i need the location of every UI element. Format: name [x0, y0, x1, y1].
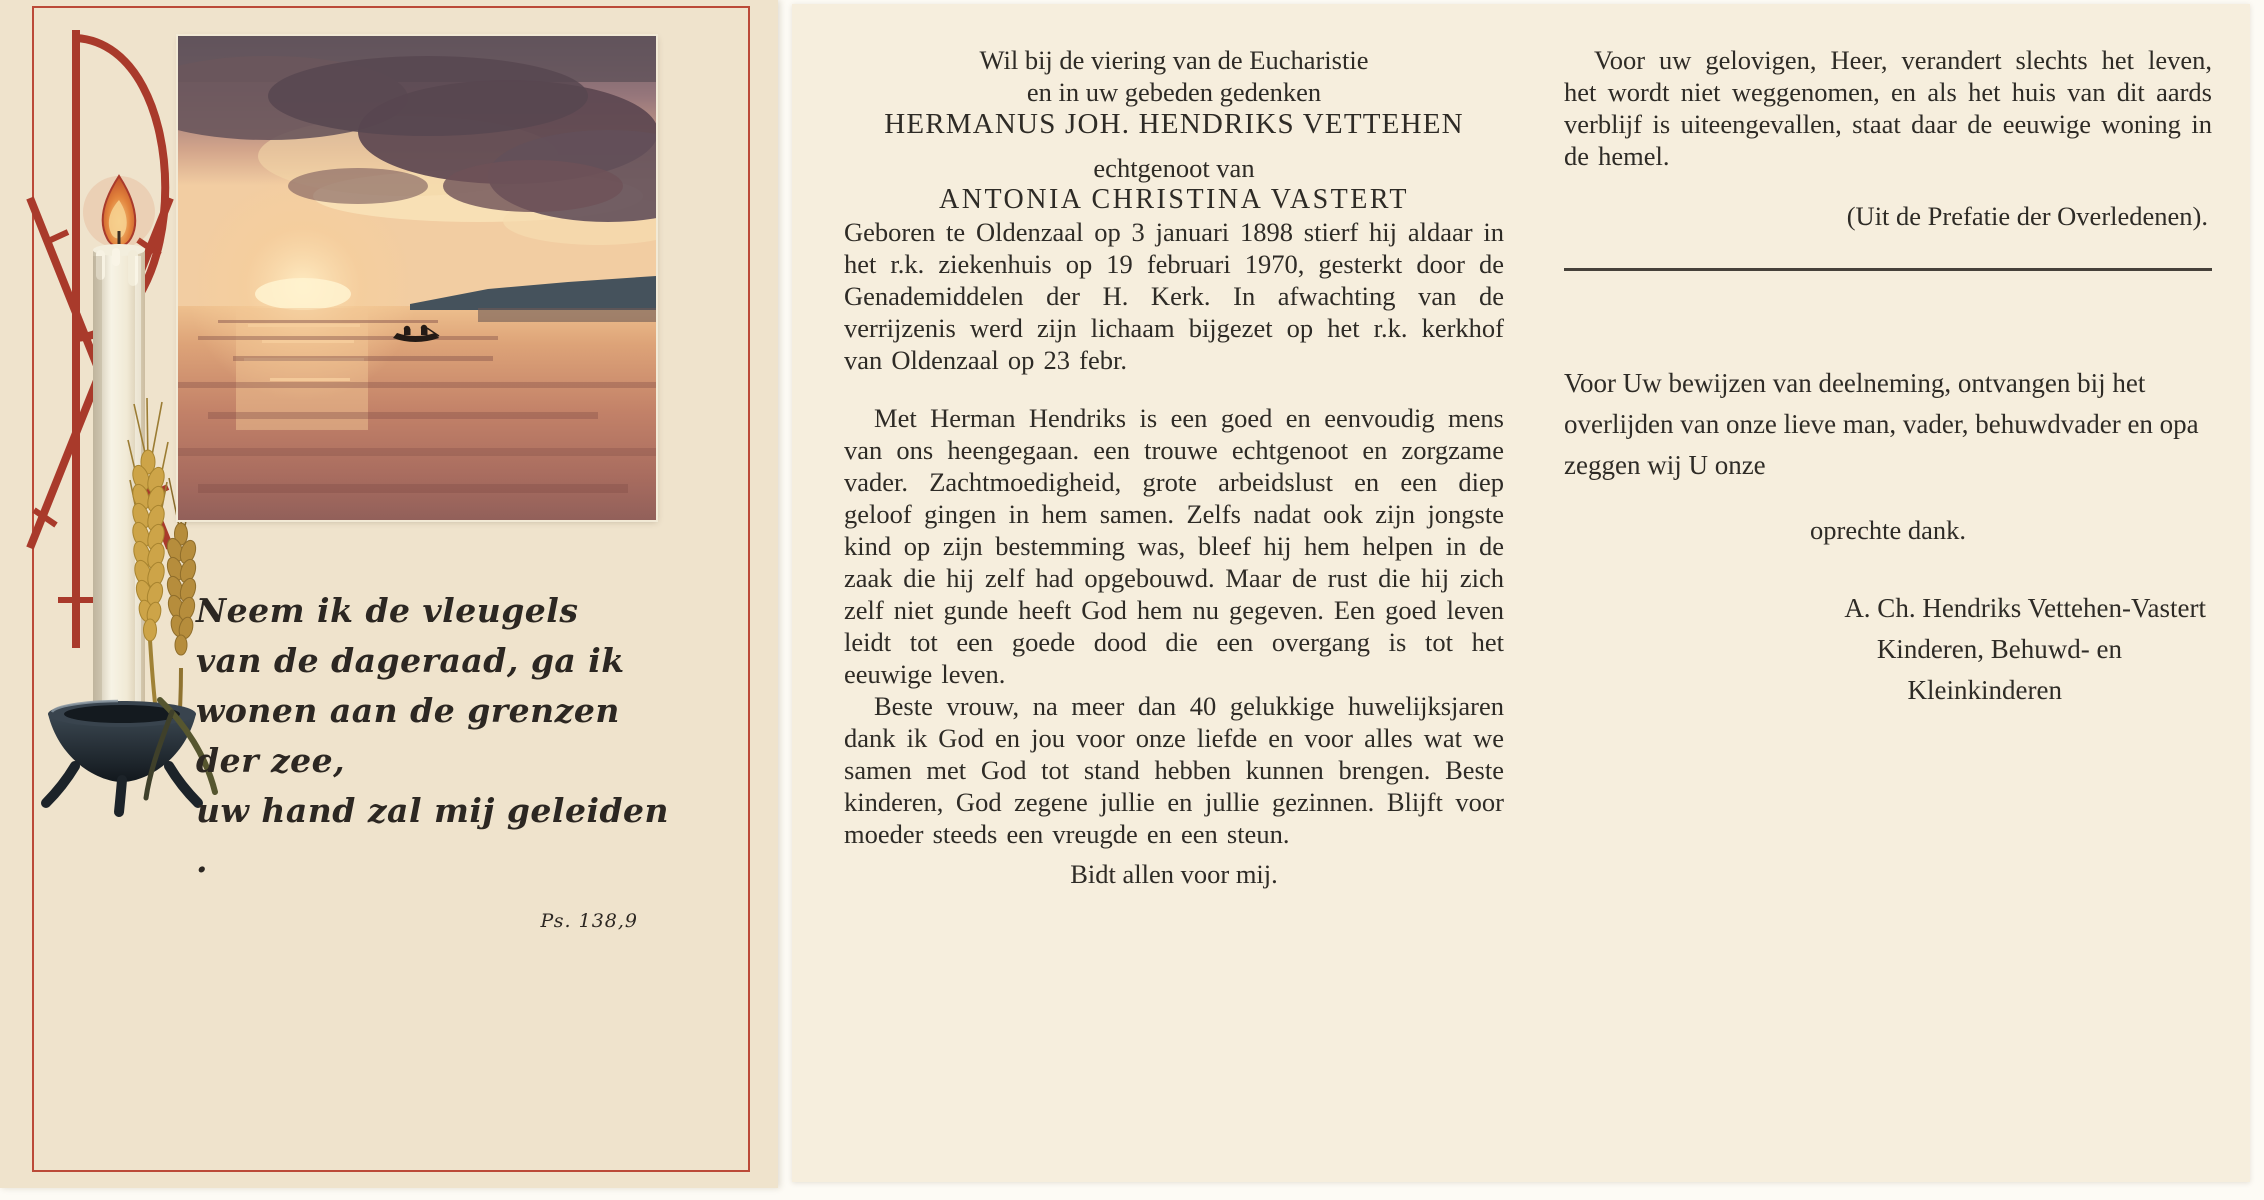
deceased-name: HERMANUS JOH. HENDRIKS VETTEHEN [884, 108, 1464, 140]
intro-line-1: Wil bij de viering van de Eucharistie [979, 45, 1369, 75]
intro-line-2: en in uw gebeden gedenken [1026, 77, 1322, 107]
thanks-closing-line: oprechte dank. [1810, 515, 1966, 545]
acknowledgement-paragraph: Voor Uw bewijzen van deelneming, ontvangen bij het overlijden van onze lieve man, vader, behuwdvader en opa zeggen wij U onze [1564, 368, 2199, 480]
divider-rule [1564, 268, 2212, 271]
signature-line: Kleinkinderen [1907, 675, 2062, 705]
psalm-line: Neem ik de vleugels [196, 591, 579, 630]
psalm-line: van de dageraad, ga ik [196, 641, 625, 680]
signature-line: A. Ch. Hendriks Vettehen-Vastert [1844, 593, 2206, 623]
relation-line: echtgenoot van [1093, 153, 1255, 183]
memorial-text-column [844, 44, 1504, 890]
inner-spread [792, 4, 2250, 1182]
life-tribute-paragraph: Met Herman Hendriks is een goed en eenvoudig mens van ons heengegaan. een trouwe echtgenoot en zorgzame vader. Zachtmoedigheid, grote arbeidslust en een diep geloof gingen in hem samen. Zelfs nadat ook zijn jongste kind op zijn bestemming was, bleef hij hem helpen in de zaak die hij zelf had opgebouwd. Maar de rust die hij zich zelf niet gunde heeft God hem nu gegeven. Een goed leven leidt tot een goede dood die een overgang is tot het eeuwige leven. [844, 403, 1504, 689]
farewell-paragraph: Beste vrouw, na meer dan 40 gelukkige huwelijksjaren dank ik God en jou voor onze liefde en voor alles wat we samen met God tot stand hebben kunnen brengen. Beste kinderen, God zegene jullie en jullie gezinnen. Blijft voor moeder steeds een vreugde en een steun. [844, 691, 1504, 849]
left-panel [0, 0, 778, 1188]
signature-line: Kinderen, Behuwd- en [1876, 634, 2122, 664]
sunset-photo [178, 36, 656, 520]
thanks-column [1564, 44, 2212, 711]
prefatie-source: (Uit de Prefatie der Overledenen). [1846, 201, 2208, 231]
spouse-name: ANTONIA CHRISTINA VASTERT [939, 184, 1409, 215]
born-died-paragraph: Geboren te Oldenzaal op 3 januari 1898 stierf hij aldaar in het r.k. ziekenhuis op 19 februari 1970, gesterkt door de Genademiddelen der H. Kerk. In afwachting van de verrijzenis werd zijn lichaam bijgezet op het r.k. kerkhof van Oldenzaal op 23 febr. [844, 217, 1504, 375]
psalm-line: uw hand zal mij geleiden . [196, 791, 670, 880]
psalm-line: wonen aan de grenzen der zee, [196, 691, 620, 780]
prefatie-quote: Voor uw gelovigen, Heer, verandert slechts het leven, het wordt niet weggenomen, en als het huis van dit aards verblijf is uiteengevallen, staat daar de eeuwige woning in de hemel. [1564, 45, 2212, 171]
signature-block [1564, 588, 2212, 711]
psalm-reference: Ps. 138,9 [540, 910, 638, 932]
prayer-request-line: Bidt allen voor mij. [1070, 859, 1278, 889]
psalm-quote [196, 586, 682, 946]
